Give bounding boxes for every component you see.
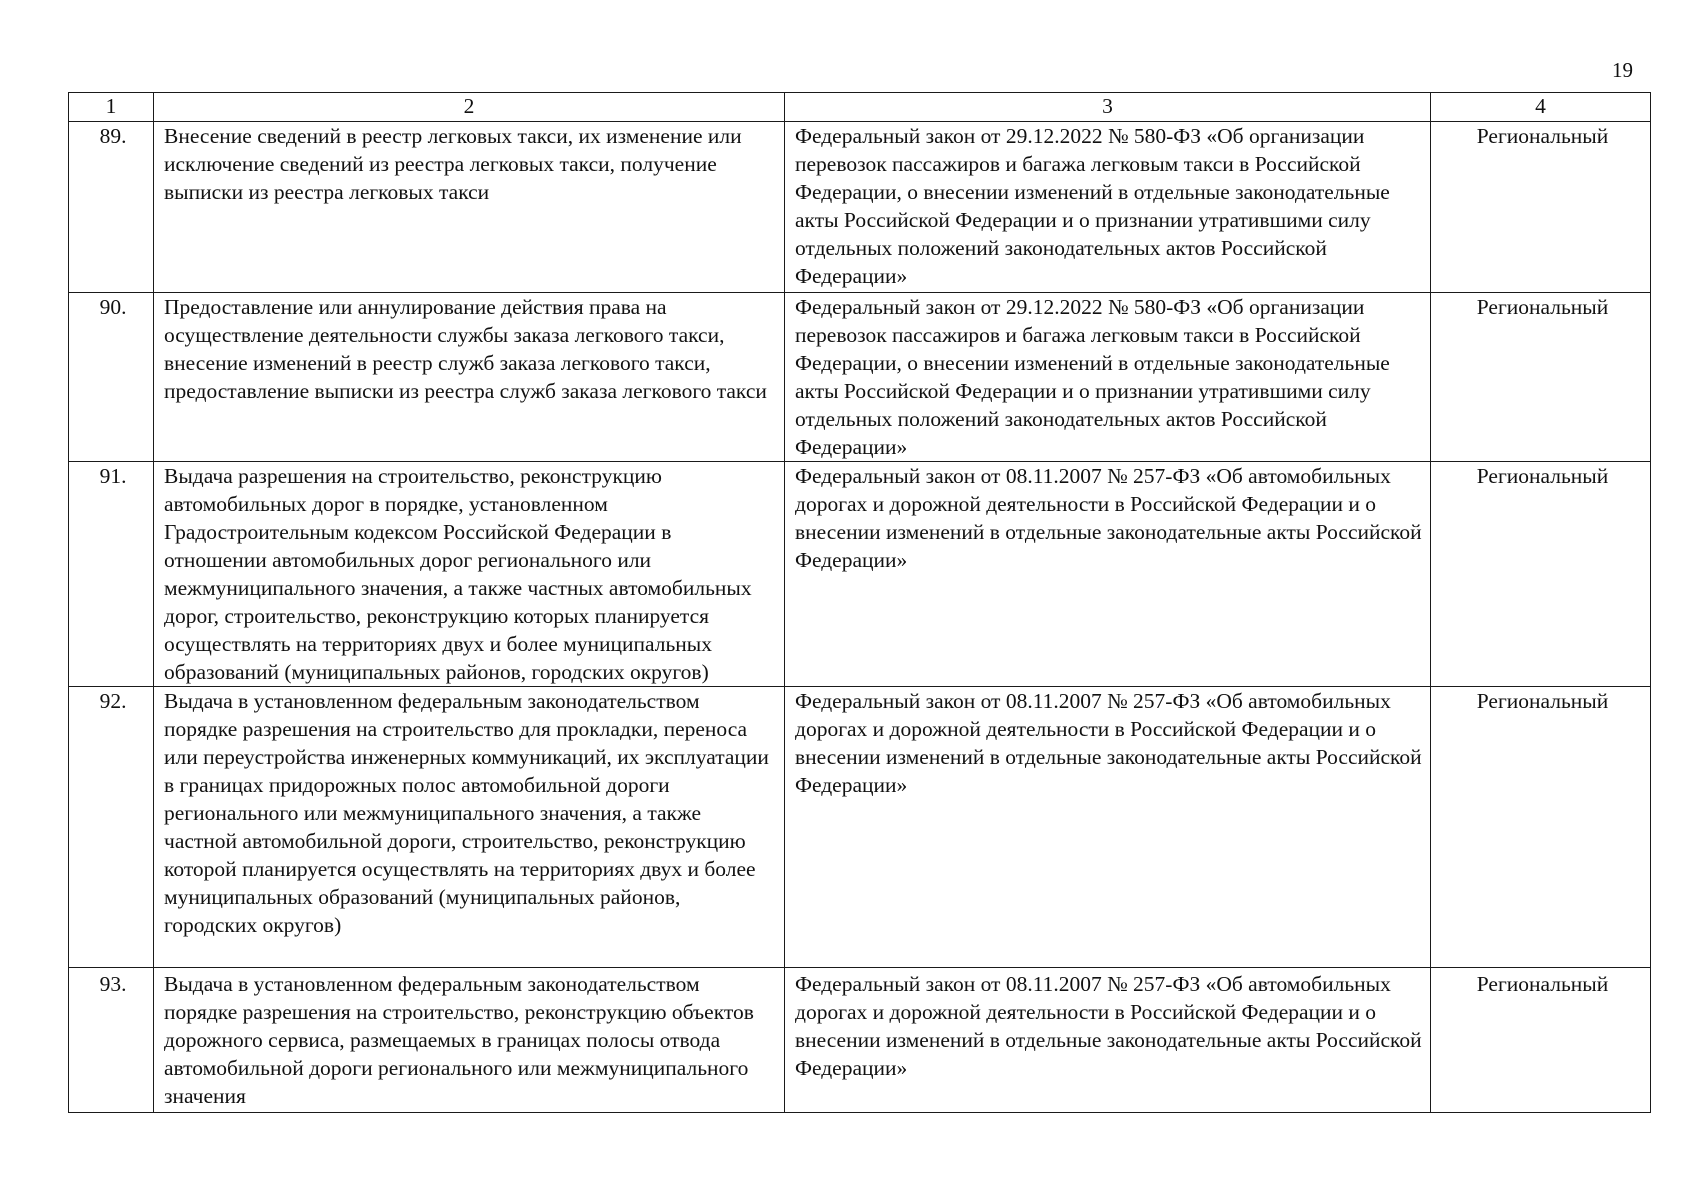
row-number: 93.	[69, 968, 154, 1113]
column-header-3: 3	[785, 93, 1431, 122]
legal-basis: Федеральный закон от 08.11.2007 № 257-ФЗ «Об автомобильных дорогах и дорожной деятельности в Российской Федерации и о внесении изменений в отдельные законодательные акты Российской Федерации»	[785, 968, 1431, 1113]
service-description: Предоставление или аннулирование действия права на осуществление деятельности службы заказа легкового такси, внесение изменений в реестр служб заказа легкового такси, предоставление выписки из реестра служб заказа легкового такси	[154, 293, 785, 462]
table-header-row	[69, 93, 1651, 122]
service-level: Региональный	[1431, 293, 1651, 462]
service-level: Региональный	[1431, 687, 1651, 968]
legal-basis: Федеральный закон от 08.11.2007 № 257-ФЗ «Об автомобильных дорогах и дорожной деятельности в Российской Федерации и о внесении изменений в отдельные законодательные акты Российской Федерации»	[785, 462, 1431, 687]
table-row	[69, 968, 1651, 1113]
table-row	[69, 462, 1651, 687]
service-level: Региональный	[1431, 122, 1651, 293]
services-table	[68, 92, 1651, 1113]
table-row	[69, 122, 1651, 293]
row-number: 91.	[69, 462, 154, 687]
column-header-4: 4	[1431, 93, 1651, 122]
legal-basis: Федеральный закон от 08.11.2007 № 257-ФЗ «Об автомобильных дорогах и дорожной деятельности в Российской Федерации и о внесении изменений в отдельные законодательные акты Российской Федерации»	[785, 687, 1431, 968]
service-level: Региональный	[1431, 968, 1651, 1113]
service-description: Выдача в установленном федеральным законодательством порядке разрешения на строительство, реконструкцию объектов дорожного сервиса, размещаемых в границах полосы отвода автомобильной дороги регионального или межмуниципального значения	[154, 968, 785, 1113]
column-header-1: 1	[69, 93, 154, 122]
row-number: 89.	[69, 122, 154, 293]
table-row	[69, 687, 1651, 968]
service-description: Выдача в установленном федеральным законодательством порядке разрешения на строительство для прокладки, переноса или переустройства инженерных коммуникаций, их эксплуатации в границах придорожных полос автомобильной дороги регионального или межмуниципального значения, а также частной автомобильной дороги, строительство, реконструкцию которой планируется осуществлять на территориях двух и более муниципальных образований (муниципальных районов, городских округов)	[154, 687, 785, 968]
service-description: Внесение сведений в реестр легковых такси, их изменение или исключение сведений из реестра легковых такси, получение выписки из реестра легковых такси	[154, 122, 785, 293]
column-header-2: 2	[154, 93, 785, 122]
legal-basis: Федеральный закон от 29.12.2022 № 580-ФЗ «Об организации перевозок пассажиров и багажа легковым такси в Российской Федерации, о внесении изменений в отдельные законодательные акты Российской Федерации и о признании утратившими силу отдельных положений законодательных актов Российской Федерации»	[785, 293, 1431, 462]
service-description: Выдача разрешения на строительство, реконструкцию автомобильных дорог в порядке, установленном Градостроительным кодексом Российской Федерации в отношении автомобильных дорог регионального или межмуниципального значения, а также частных автомобильных дорог, строительство, реконструкцию которых планируется осуществлять на территориях двух и более муниципальных образований (муниципальных районов, городских округов)	[154, 462, 785, 687]
page-number: 19	[1612, 58, 1633, 82]
row-number: 92.	[69, 687, 154, 968]
legal-basis: Федеральный закон от 29.12.2022 № 580-ФЗ «Об организации перевозок пассажиров и багажа легковым такси в Российской Федерации, о внесении изменений в отдельные законодательные акты Российской Федерации и о признании утратившими силу отдельных положений законодательных актов Российской Федерации»	[785, 122, 1431, 293]
service-level: Региональный	[1431, 462, 1651, 687]
table-row	[69, 293, 1651, 462]
row-number: 90.	[69, 293, 154, 462]
